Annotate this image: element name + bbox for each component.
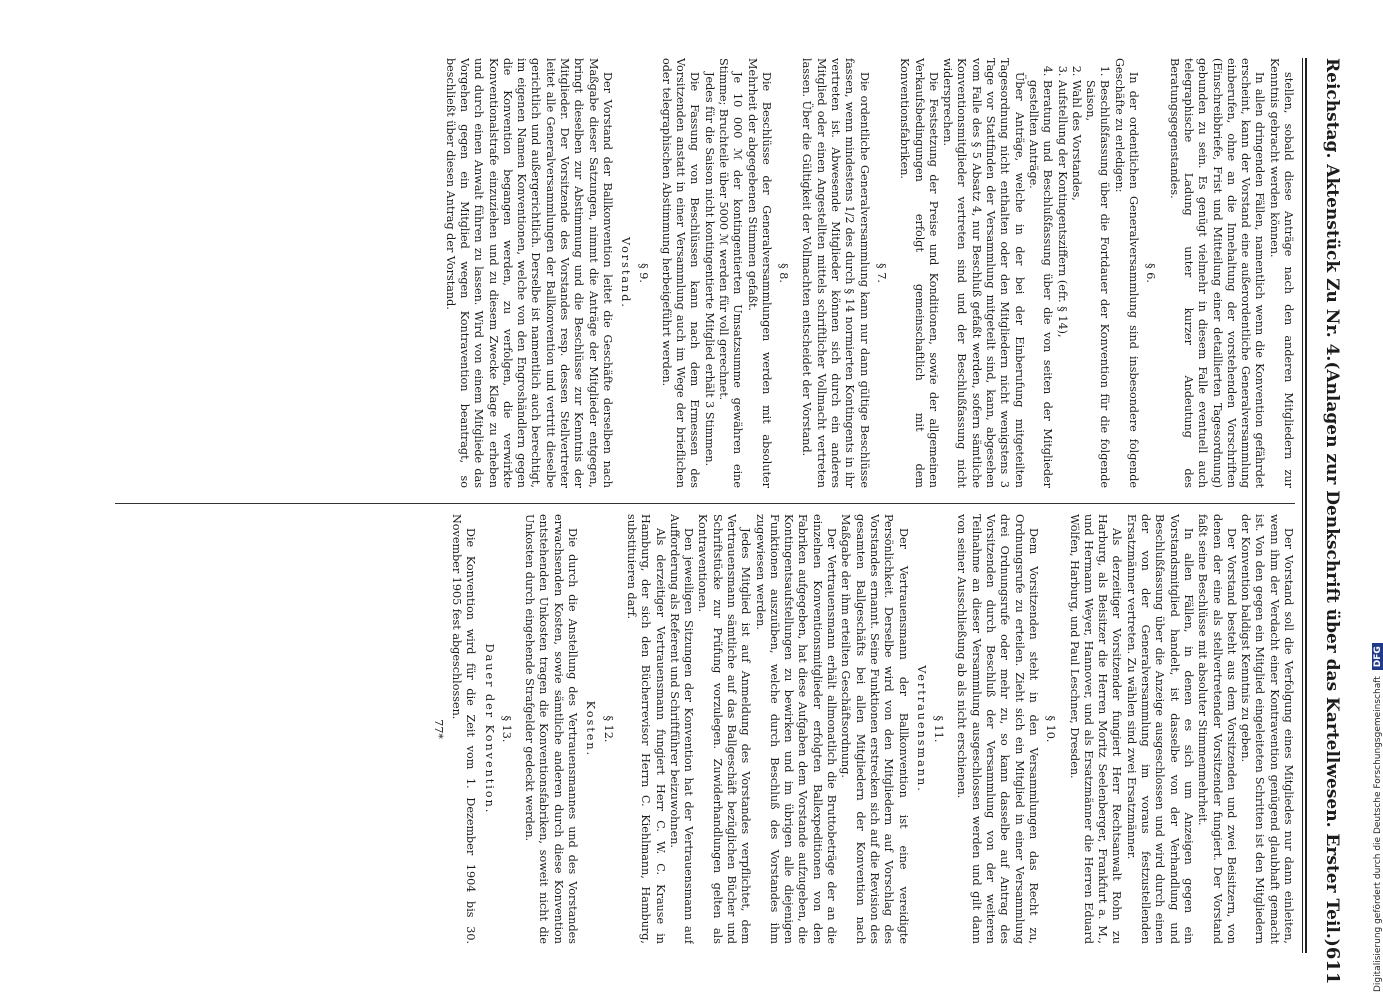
- section-subheading-dauer: Dauer der Konvention.: [482, 643, 496, 815]
- paragraph: Jedes Mitglied ist auf Anmeldung des Vorstandes verpflichtet, dem Vertrauensmann sämtliche auf das Ballgeschäft bezüglichen Bücher und Schriftstücke zur Prüfung vorzulegen. Zuwiderhandlungen gelten als Kontraventionen.: [696, 514, 753, 944]
- paragraph: Die Beschlüsse der Generalversammlungen werden mit absoluter Mehrheit der abgegebenen Stimmen gefaßt.: [745, 58, 773, 488]
- paragraph: Den jeweiligen Sitzungen der Konvention hat der Vertrauensmann auf Aufforderung als Referent und Schriftführer beizuwohnen.: [667, 514, 696, 944]
- section-subheading-vertrauensmann: Vertrauensmann.: [914, 665, 928, 793]
- paragraph: Der Vertrauensmann der Ballkonvention ist eine vereidigte Persönlichkeit. Derselbe wird von den Mitgliedern auf Vorschlag des Vorstandes ernannt. Seine Funktionen erstrecken sich auf die Revision des gesamten Ballgeschäfts bei allen Mitgliedern der Konvention nach Maßgabe der ihm erteilten Geschäftsordnung.: [839, 514, 910, 944]
- paragraph: In allen Fällen, in denen es sich um Anzeigen gegen ein Vorstandsmitglied handelt, ist dasselbe von der Verhandlung und Beschlußfassung über die Anzeige ausgeschlossen und wird durch einen der von der Generalversammlung im voraus festzustellenden Ersatzmänner vertreten. Zu wählen sind zwei Ersatzmänner.: [1124, 514, 1195, 944]
- section-heading-9: § 9.: [636, 263, 650, 283]
- paragraph: Der Vorstand besteht aus dem Vorsitzenden und zwei Beisitzern, von denen der eine als stellvertretender Vorsitzender fungiert. Der Vorstand faßt seine Beschlüsse mit absoluter Stimmenmehrheit.: [1196, 514, 1238, 944]
- section-heading-13: § 13.: [499, 715, 513, 743]
- header-rule-thin: [1302, 58, 1303, 953]
- paragraph: Über Anträge, welche in der bei der Einberufung mitgeteilten Tagesordnung nicht enthalten oder den Mitgliedern nicht wenigstens 3 Tage vor Stattfinden der Versammlung mitgeteilt sind, kann, abgesehen vom Falle des § 5 Absatz 4, nur Beschluß gefaßt werden, sofern sämtliche Konventionsmitglieder vertreten sind und der Beschlußfassung nicht widersprechen.: [941, 58, 1026, 488]
- section-heading-6: § 6.: [1144, 263, 1158, 283]
- list-item: 1. Beschlußfassung über die Fortdauer der Konvention für die folgende Saison,: [1083, 80, 1112, 488]
- header-left: Reichstag. Aktenstück Zu Nr. 4.: [1322, 58, 1342, 362]
- paragraph: Der Vertrauensmann erhält allmonatlich die Bruttobeträge der an die einzelnen Konventionsmitglieder erfolgten Ballexpeditionen von den Fabriken aufgegeben, hat diese Aufgaben dem Vorstande aufzugeben, die Kontingentsaufstellungen zu bewirken und im übrigen alle diejenigen Funktionen auszuüben, welche durch Beschluß des Vorstandes ihm zugewiesen werden.: [753, 514, 839, 944]
- section-heading-7: § 7.: [874, 263, 888, 283]
- section-heading-8: § 8.: [777, 263, 791, 283]
- section-heading-10: § 10.: [1044, 715, 1058, 743]
- digitization-credit: [1372, 643, 1383, 992]
- credit-text: Digitalisierung gefördert durch die Deutsche Forschungsgemeinschaft: [1373, 676, 1383, 992]
- paragraph: In allen dringenden Fällen, namentlich wenn die Konvention gefährdet erscheint, kann der Vorstand eine außerordentliche Generalversammlung einberufen, ohne an die Innehaltung der vorstehenden Vorschriften (Einschreibbriefe, Frist und Mitteilung einer detaillierten Tagesordnung) gebunden zu sein. Es genügt vielmehr in diesem Falle eventuell auch telegraphische Ladung unter kurzer Andeutung des Beratungsgegenstandes.: [1167, 58, 1267, 488]
- right-column: [115, 514, 1295, 944]
- section-6-list: [1026, 58, 1112, 488]
- paragraph: Dem Vorsitzenden steht in den Versammlungen das Recht zu, Ordnungsrufe zu erteilen. Zieht sich ein Mitglied in einer Versammlung drei Ordnungsrufe oder mehr zu, so kann dasselbe auf Antrag des Vorsitzenden durch Beschluß der Versammlung von der weiteren Teilnahme an dieser Versammlung ausgeschlossen werden und gilt dann von seiner Ausschließung ab als nicht erschienen.: [955, 514, 1040, 944]
- dfg-logo: DFG: [1372, 643, 1383, 670]
- section-heading-11: § 11.: [932, 715, 946, 743]
- paragraph: Die durch die Anstellung des Vertrauensmannes und des Vorstandes erwachsenden Kosten, sowie sämtliche anderen durch diese Konvention entstehenden Unkosten tragen die Konventionsfabriken, soweit nicht die Unkosten durch eingehende Strafgelder gedeckt werden.: [523, 514, 580, 944]
- header-center: (Anlagen zur Denkschrift über das Kartellwesen. Erster Teil.): [1322, 361, 1342, 947]
- paragraph: Die Fassung von Beschlüssen kann nach dem Ermessen des Vorsitzenden anstatt in einer Versammlung auch im Wege der brieflichen oder telegraphischen Abstimmung herbeigeführt werden.: [659, 58, 702, 488]
- section-subheading-kosten: Kosten.: [584, 700, 598, 758]
- paragraph: In der ordentlichen Generalversammlung sind insbesondere folgende Geschäfte zu erledigen:: [1112, 58, 1141, 488]
- header-rule: [1305, 58, 1307, 953]
- left-column: [115, 58, 1295, 488]
- paragraph: Jedes für die Saison nicht kontingentierte Mitglied erhält 3 Stimmen.: [702, 72, 716, 467]
- paragraph: Als derzeitiger Vorsitzender fungiert Herr Rechtsanwalt Rohn zu Harburg, als Beisitzer die Herren Moritz Seelenberger, Frankfurt a. M., und Hermann Weyer, Hannover, und als Ersatzmänner die Herren Eduard Wölfen, Harburg, und Paul Leschner, Dresden.: [1067, 514, 1124, 944]
- page-content: [53, 58, 1343, 985]
- paragraph: Als derzeitiger Vertrauensmann fungiert Herr C. W. C. Krause in Hamburg, der sich den Bücherrevisor Herrn C. Kiehlmann, Hamburg, substituieren darf.: [624, 514, 667, 944]
- paragraph: Die ordentliche Generalversammlung kann nur dann gültige Beschlüsse fassen, wenn mindestens 1/2 des durch § 14 normierten Kontingents in ihr vertreten ist. Abwesende Mitglieder können sich durch ein anderes Mitglied oder einen Angestellten mittels schriftlicher Vollmacht vertreten lassen. Über die Gültigkeit der Vollmachten entscheidet der Vorstand.: [800, 58, 871, 488]
- paragraph: Je 10 000 ℳ der kontingentierten Umsatzsumme gewähren eine Stimme; Bruchteile über 5000 ℳ werden für voll gerechnet.: [717, 58, 745, 488]
- list-item: 2. Wahl des Vorstandes,: [1069, 80, 1083, 488]
- running-header: [1311, 58, 1343, 985]
- page-number: 611: [1322, 946, 1343, 985]
- paragraph: Der Vorstand der Ballkonvention leitet die Geschäfte derselben nach Maßgabe dieser Satzungen, nimmt die Anträge der Mitglieder entgegen, bringt dieselben zur Abstimmung und die Beschlüsse zur Kenntnis der Mitglieder. Der Vorsitzende des Vorstandes resp. dessen Stellvertreter leitet alle Generalversammlungen der Ballkonvention und vertritt dieselbe gerichtlich und außergerichtlich. Derselbe ist namentlich auch berechtigt, im eigenen Namen Konventionen, welche von den Engroshändlern gegen die Konvention begangen werden, zu verfolgen, die verwirkte Konventionalstrafe einzuziehen und zu diesem Zwecke Klage zu erheben und durch einen Anwalt führen zu lassen. Wird von einem Mitgliede das Vorgehen gegen ein Mitglied wegen Kontravention beantragt, so beschließt über diesen Antrag der Vorstand.: [443, 58, 614, 488]
- paragraph: Der Vorstand soll die Verfolgung eines Mitgliedes nur dann einleiten, wenn ihm der Verdacht einer Kontravention genügend glaubhaft gemacht ist. Von den gegen ein Mitglied eingeleiteten Schritten ist den Mitgliedern der Konvention baldigst Kenntnis zu geben.: [1239, 514, 1295, 944]
- section-heading-12: § 12.: [601, 715, 615, 743]
- section-subheading-vorstand: Vorstand.: [619, 237, 633, 309]
- paragraph: Die Festsetzung der Preise und Konditionen, sowie der allgemeinen Verkaufsbedingungen erfolgt gemeinschaftlich mit dem Konventionsfabriken.: [898, 58, 940, 488]
- paragraph: Die Konvention wird für die Zeit vom 1. Dezember 1904 bis 30. November 1905 fest abgeschlossen.: [449, 514, 478, 944]
- list-item: 3. Aufstellung der Kontingentsziffern (efr. § 14),: [1054, 80, 1068, 488]
- column-divider: [115, 503, 1295, 504]
- sheet-number: 77*: [431, 719, 445, 739]
- list-item: 4. Beratung und Beschlußfassung über die von seiten der Mitglieder gestellten Anträge.: [1026, 80, 1055, 488]
- paragraph: stellen, sobald diese Anträge nach den anderen Mitgliedern zur Kenntnis gebracht werden können.: [1267, 58, 1295, 488]
